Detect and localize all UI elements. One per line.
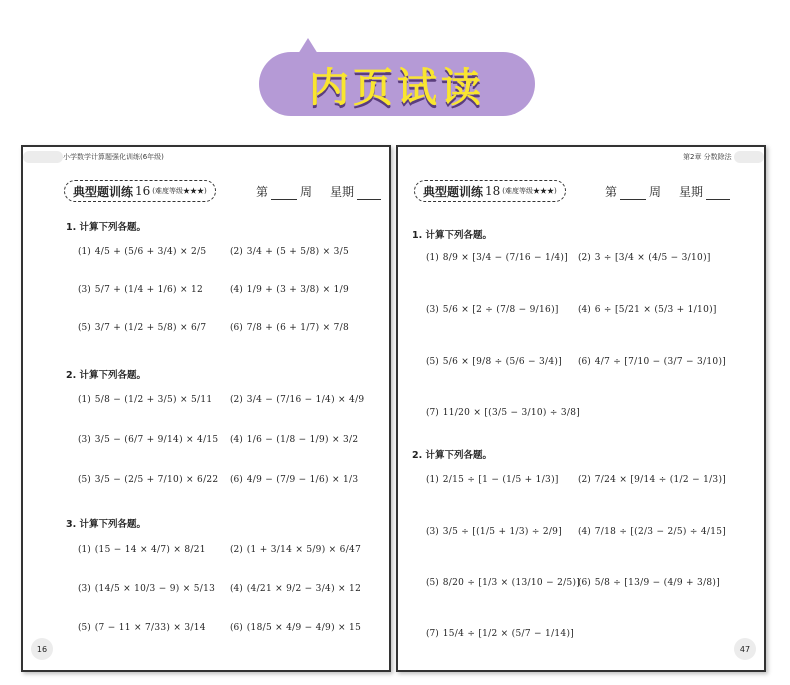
section-2-label: 2. 计算下列各题。 (412, 450, 493, 461)
difficulty-level: (难度等级★★★) (502, 187, 557, 195)
preview-banner (259, 52, 535, 116)
right-page (396, 145, 766, 672)
page-header: 小学数学计算题强化训练(6年级) (63, 153, 164, 161)
problem-item (78, 387, 212, 413)
problem-expression: 7/18 ÷ [(2/3 − 2/5) ÷ 4/15] (594, 527, 727, 537)
problem-expression: (7 − 11 × 7/33) × 3/14 (94, 623, 206, 633)
problem-number: (2) (230, 395, 243, 405)
problem-number: (3) (78, 584, 91, 594)
exercise-title: 典型题训练 (423, 184, 484, 199)
problem-item (230, 467, 358, 493)
problem-expression: 4/7 ÷ [7/10 − (3/7 − 3/10)] (594, 357, 727, 367)
problem-number: (6) (230, 475, 243, 485)
problem-number: (3) (426, 305, 439, 315)
problem-expression: 4/5 + (5/6 + 3/4) × 2/5 (94, 247, 207, 257)
problem-item (426, 570, 580, 596)
problem-item (78, 315, 206, 341)
page-number: 47 (734, 638, 756, 660)
exercise-title: 典型题训练 (73, 184, 134, 199)
problem-item (426, 297, 559, 323)
problem-item (426, 245, 568, 271)
problem-item (230, 315, 349, 341)
problem-item (78, 427, 218, 453)
problem-number: (1) (78, 395, 91, 405)
problem-expression: 3/5 ÷ [(1/5 + 1/3) ÷ 2/9] (442, 527, 563, 537)
problem-expression: 3/4 − (7/16 − 1/4) × 4/9 (246, 395, 365, 405)
problem-item (230, 427, 358, 453)
problem-number: (2) (578, 475, 591, 485)
problem-expression: (18/5 × 4/9 − 4/9) × 15 (246, 623, 362, 633)
problem-item (426, 467, 559, 493)
header-bar (734, 151, 764, 163)
day-blank[interactable] (357, 189, 381, 200)
problem-number: (3) (426, 527, 439, 537)
problem-expression: 5/8 − (1/2 + 3/5) × 5/11 (94, 395, 213, 405)
banner-title: 内页试读 (309, 64, 485, 111)
problem-number: (5) (78, 323, 91, 333)
problem-number: (6) (230, 623, 243, 633)
problem-item (578, 297, 717, 323)
week-label: 第 (256, 185, 269, 199)
problem-item (426, 519, 562, 545)
problem-item (78, 615, 206, 641)
problem-expression: 6 ÷ [5/21 × (5/3 + 1/10)] (594, 305, 717, 315)
day-blank[interactable] (706, 189, 730, 200)
week-suffix: 周 (649, 185, 662, 199)
problem-number: (1) (78, 247, 91, 257)
problem-expression: 5/8 ÷ [13/9 − (4/9 + 3/8)] (594, 578, 721, 588)
day-label: 星期 (330, 185, 355, 199)
problem-number: (3) (78, 435, 91, 445)
page-number: 16 (31, 638, 53, 660)
date-field (256, 183, 384, 200)
problem-item (426, 621, 574, 647)
problem-number: (6) (230, 323, 243, 333)
problem-number: (6) (578, 578, 591, 588)
problem-item (230, 537, 361, 563)
problem-item (78, 277, 203, 303)
problem-expression: 1/9 + (3 + 3/8) × 1/9 (246, 285, 350, 295)
problem-expression: 3/5 − (6/7 + 9/14) × 4/15 (94, 435, 219, 445)
section-1-label: 1. 计算下列各题。 (412, 230, 493, 241)
problem-expression: 5/6 × [2 ÷ (7/8 − 9/16)] (442, 305, 559, 315)
problem-item (230, 277, 349, 303)
section-2-label: 2. 计算下列各题。 (66, 370, 147, 381)
problem-expression: 3/7 + (1/2 + 5/8) × 6/7 (94, 323, 207, 333)
problem-number: (5) (78, 623, 91, 633)
section-1-label: 1. 计算下列各题。 (66, 222, 147, 233)
header-bar (23, 151, 63, 163)
problem-number: (3) (78, 285, 91, 295)
problem-expression: 11/20 × [(3/5 − 3/10) ÷ 3/8] (442, 408, 581, 418)
problem-item (426, 349, 562, 375)
week-suffix: 周 (300, 185, 313, 199)
problem-expression: 1/6 − (1/8 − 1/9) × 3/2 (246, 435, 359, 445)
problem-number: (2) (578, 253, 591, 263)
problem-expression: 15/4 ÷ [1/2 × (5/7 − 1/14)] (442, 629, 575, 639)
problem-number: (1) (78, 545, 91, 555)
problem-item (578, 245, 711, 271)
problem-expression: 3/5 − (2/5 + 7/10) × 6/22 (94, 475, 219, 485)
problem-number: (6) (578, 357, 591, 367)
problem-number: (7) (426, 408, 439, 418)
page-header: 第2章 分数除法 (683, 153, 732, 161)
problem-expression: 8/20 ÷ [1/3 × (13/10 − 2/5)] (442, 578, 581, 588)
problem-item (78, 537, 206, 563)
problem-expression: 5/7 + (1/4 + 1/6) × 12 (94, 285, 204, 295)
problem-number: (2) (230, 545, 243, 555)
problem-item (230, 239, 349, 265)
problem-expression: 7/24 × [9/14 ÷ (1/2 − 1/3)] (594, 475, 727, 485)
problem-item (426, 400, 580, 426)
difficulty-level: (难度等级★★★) (152, 187, 207, 195)
problem-expression: 3/4 + (5 + 5/8) × 3/5 (246, 247, 350, 257)
problem-expression: 4/9 − (7/9 − 1/6) × 1/3 (246, 475, 359, 485)
problem-expression: (14/5 × 10/3 − 9) × 5/13 (94, 584, 216, 594)
problem-number: (1) (426, 475, 439, 485)
problem-item (230, 615, 361, 641)
day-label: 星期 (679, 185, 704, 199)
problem-expression: 7/8 + (6 + 1/7) × 7/8 (246, 323, 350, 333)
problem-number: (4) (578, 305, 591, 315)
problem-expression: (15 − 14 × 4/7) × 8/21 (94, 545, 206, 555)
week-label: 第 (605, 185, 618, 199)
problem-item (78, 576, 215, 602)
problem-number: (4) (230, 285, 243, 295)
problem-item (578, 349, 726, 375)
exercise-title-box (64, 180, 216, 202)
problem-expression: (1 + 3/14 × 5/9) × 6/47 (246, 545, 362, 555)
problem-item (230, 387, 364, 413)
problem-number: (5) (78, 475, 91, 485)
problem-expression: 2/15 ÷ [1 − (1/5 + 1/3)] (442, 475, 559, 485)
problem-expression: 3 ÷ [3/4 × (4/5 − 3/10)] (594, 253, 711, 263)
problem-item (230, 576, 361, 602)
problem-item (578, 467, 726, 493)
problem-number: (5) (426, 357, 439, 367)
problem-item (578, 570, 720, 596)
left-page (21, 145, 391, 672)
problem-number: (5) (426, 578, 439, 588)
problem-expression: 5/6 × [9/8 ÷ (5/6 − 3/4)] (442, 357, 563, 367)
problem-item (578, 519, 726, 545)
problem-item (78, 239, 206, 265)
problem-number: (1) (426, 253, 439, 263)
section-3-label: 3. 计算下列各题。 (66, 519, 147, 530)
problem-number: (7) (426, 629, 439, 639)
exercise-number: 16 (135, 184, 151, 198)
week-blank[interactable] (620, 189, 646, 200)
date-field (605, 183, 733, 200)
exercise-number: 18 (485, 184, 501, 198)
exercise-title-box (414, 180, 566, 202)
problem-number: (2) (230, 247, 243, 257)
problem-number: (4) (230, 584, 243, 594)
problem-expression: (4/21 × 9/2 − 3/4) × 12 (246, 584, 362, 594)
week-blank[interactable] (271, 189, 297, 200)
problem-number: (4) (230, 435, 243, 445)
problem-expression: 8/9 × [3/4 − (7/16 − 1/4)] (442, 253, 569, 263)
problem-number: (4) (578, 527, 591, 537)
problem-item (78, 467, 218, 493)
